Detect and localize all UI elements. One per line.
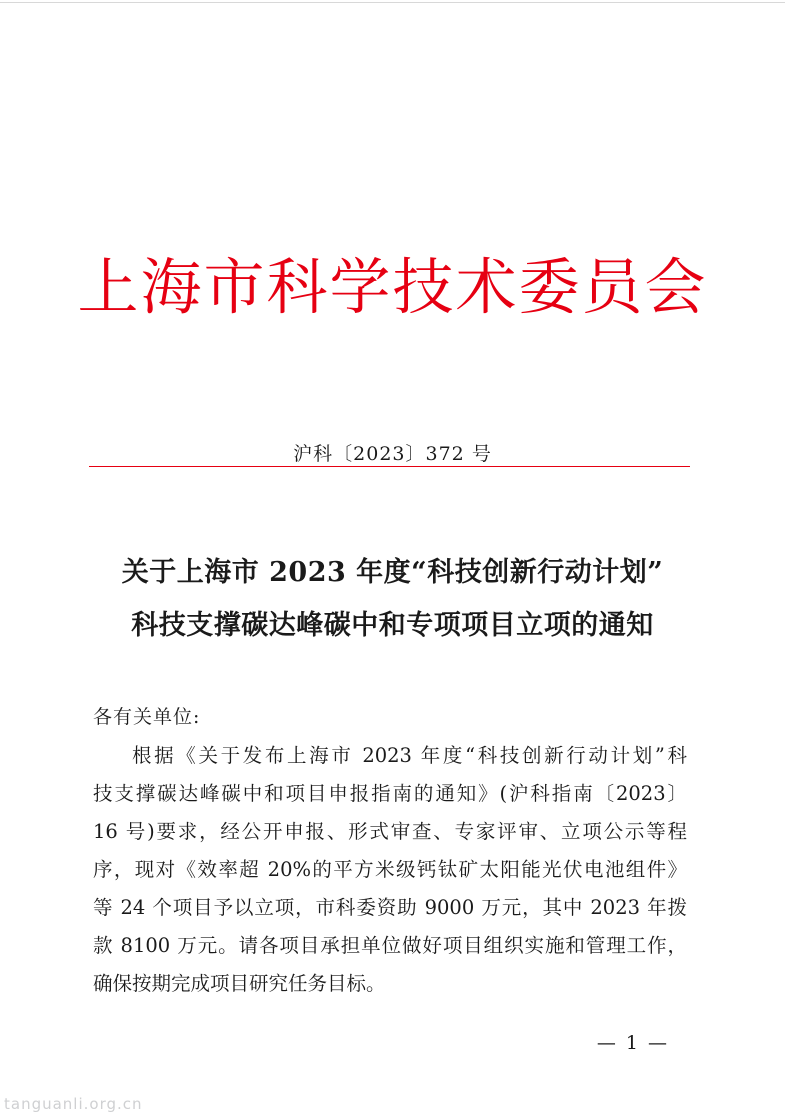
body-line: 技支撑碳达峰碳中和项目申报指南的通知》(沪科指南〔2023〕 xyxy=(93,782,687,805)
document-number: 沪科〔2023〕372 号 xyxy=(293,443,492,465)
header-separator-rule xyxy=(89,466,690,467)
body-line: 序，现对《效率超 20%的平方米级钙钛矿太阳能光伏电池组件》 xyxy=(93,858,687,881)
notice-title-line-2: 科技支撑碳达峰碳中和专项项目立项的通知 xyxy=(131,610,654,641)
body-line: 等 24 个项目予以立项，市科委资助 9000 万元，其中 2023 年拨 xyxy=(93,896,687,919)
page-number: — 1 — xyxy=(596,1032,669,1054)
body-line: 16 号)要求，经公开申报、形式审查、专家评审、立项公示等程 xyxy=(93,820,687,843)
body-line: 根据《关于发布上海市 2023 年度“科技创新行动计划”科 xyxy=(132,744,687,767)
notice-title-line-1: 关于上海市 2023 年度“科技创新行动计划” xyxy=(121,557,664,588)
salutation: 各有关单位: xyxy=(93,706,201,728)
body-line: 确保按期完成项目研究任务目标。 xyxy=(93,972,386,995)
issuing-organization-header: 上海市科学技术委员会 xyxy=(77,252,708,323)
site-watermark: tanguanli.org.cn xyxy=(4,1095,143,1113)
page-top-border xyxy=(0,2,785,3)
body-line: 款 8100 万元。请各项目承担单位做好项目组织实施和管理工作， xyxy=(93,934,687,957)
